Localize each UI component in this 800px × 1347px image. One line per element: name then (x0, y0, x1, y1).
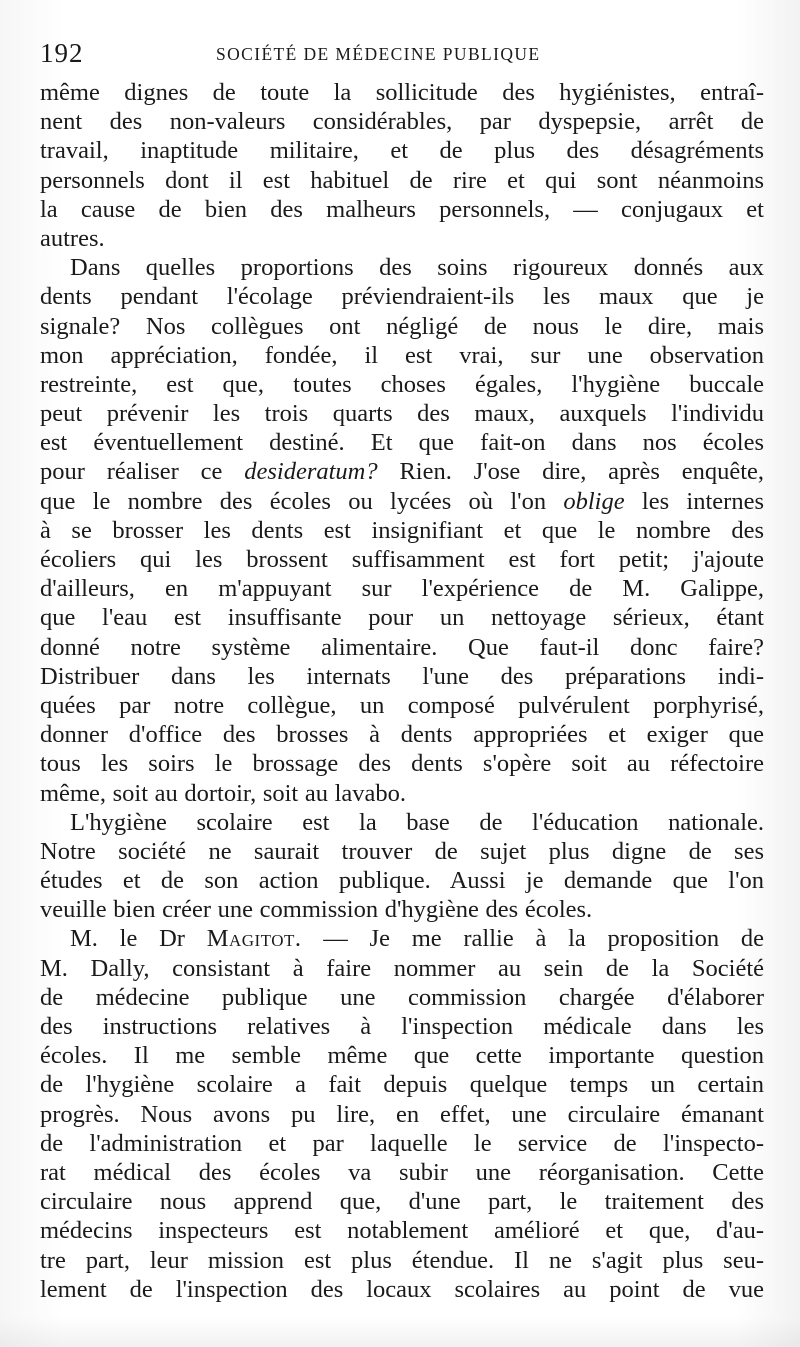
text-line: de l'administration et par laquelle le service de l'inspecto- (40, 1129, 764, 1157)
italic-term: desideratum? (244, 458, 378, 486)
text-line: tous les soirs le brossage des dents s'opère soit au réfectoire (40, 750, 764, 778)
text-line: de l'hygiène scolaire a fait depuis quelque temps un certain (40, 1071, 764, 1099)
text-line (40, 487, 764, 516)
text-line: signale? Nos collègues ont négligé de nous le dire, mais (40, 312, 764, 340)
text-line: autres. (40, 224, 105, 252)
text-line (40, 457, 764, 486)
text-line: L'hygiène scolaire est la base de l'éducation nationale. (70, 808, 764, 836)
text-line: à se brosser les dents est insignifiant et que le nombre des (40, 516, 764, 544)
text-line: Distribuer dans les internats l'une des préparations indi- (40, 662, 764, 690)
text-line: médecins inspecteurs est notablement amélioré et que, d'au- (40, 1217, 764, 1245)
text-line: progrès. Nous avons pu lire, en effet, une circulaire émanant (40, 1100, 764, 1128)
text-line: quées par notre collègue, un composé pulvérulent porphyrisé, (40, 691, 764, 719)
text-line: mon appréciation, fondée, il est vrai, sur une observation (40, 341, 764, 369)
text-line: même, soit au dortoir, soit au lavabo. (40, 779, 407, 807)
text-line: d'ailleurs, en m'appuyant sur l'expérience de M. Galippe, (40, 575, 764, 603)
text-line: des instructions relatives à l'inspection médicale dans les (40, 1013, 764, 1040)
text-line: circulaire nous apprend que, d'une part, le traitement des (40, 1188, 764, 1216)
text-line: travail, inaptitude militaire, et de plus des désagréments (40, 137, 764, 165)
text-segment: pour réaliser ce (40, 458, 245, 486)
text-line: personnels dont il est habituel de rire et qui sont néanmoins (40, 166, 764, 194)
text-line: donner d'office des brosses à dents appropriées et exiger que (40, 721, 764, 749)
text-line: rat médical des écoles va subir une réorganisation. Cette (40, 1158, 764, 1186)
text-line: tre part, leur mission est plus étendue. Il ne s'agit plus seu- (40, 1246, 764, 1274)
page-bottom-shadow (0, 1317, 800, 1347)
text-line: veuille bien créer une commission d'hygiène des écoles. (40, 896, 593, 924)
text-line: Notre société ne saurait trouver de sujet plus digne de ses (40, 837, 764, 865)
page-header (40, 38, 764, 78)
text-line: dents pendant l'écolage préviendraient-ils les maux que je (40, 283, 764, 311)
text-line: la cause de bien des malheurs personnels, — conjugaux et (40, 195, 764, 223)
text-line: M. Dally, consistant à faire nommer au sein de la Société (40, 954, 764, 982)
text-line: que l'eau est insuffisante pour un nettoyage sérieux, étant (40, 604, 764, 632)
text-segment: M. le Dr (70, 925, 207, 953)
text-line: est éventuellement destiné. Et que fait-on dans nos écoles (40, 429, 764, 457)
text-segment: Rien. J'ose dire, après enquête, (377, 458, 765, 486)
italic-term: oblige (563, 487, 625, 515)
body-text (40, 78, 764, 1304)
text-line: écoliers qui les brossent suffisamment est fort petit; j'ajoute (40, 546, 764, 573)
page-number: 192 (40, 38, 84, 68)
text-line: peut prévenir les trois quarts des maux, auxquels l'individu (40, 400, 764, 428)
text-line: de médecine publique une commission chargée d'élaborer (40, 983, 764, 1011)
text-line: écoles. Il me semble même que cette importante question (40, 1042, 764, 1070)
text-line: même dignes de toute la sollicitude des hygiénistes, entraî- (40, 79, 764, 106)
text-segment: que le nombre des écoles ou lycées où l'on (40, 487, 564, 515)
text-line: restreinte, est que, toutes choses égales, l'hygiène buccale (40, 370, 764, 398)
running-head: SOCIÉTÉ DE MÉDECINE PUBLIQUE (216, 44, 541, 64)
text-line: donné notre système alimentaire. Que faut-il donc faire? (40, 633, 764, 661)
speaker-name: Magitot. (206, 925, 302, 953)
text-line: lement de l'inspection des locaux scolaires au point de vue (40, 1275, 764, 1303)
text-line (40, 924, 764, 953)
text-line: nent des non-valeurs considérables, par dyspepsie, arrêt de (40, 108, 764, 136)
text-line: Dans quelles proportions des soins rigoureux donnés aux (70, 254, 764, 282)
text-line: études et de son action publique. Aussi je demande que l'on (40, 867, 764, 895)
text-segment: les internes (624, 487, 764, 515)
text-segment: — Je me rallie à la proposition de (301, 925, 764, 953)
